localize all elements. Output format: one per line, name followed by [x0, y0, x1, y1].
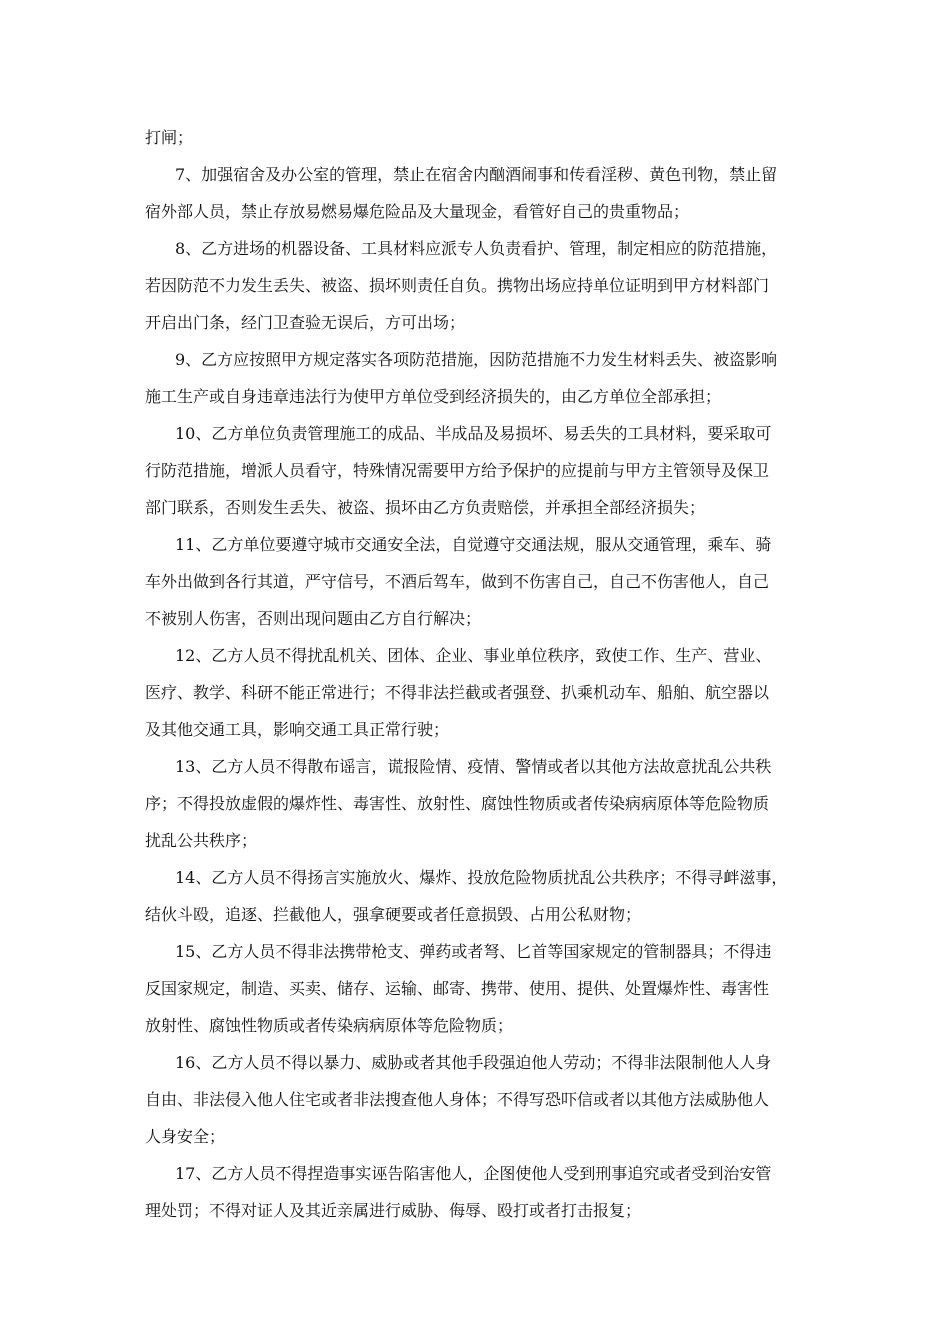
- text-line: 宿外部人员，禁止存放易燃易爆危险品及大量现金，看管好自己的贵重物品；: [145, 202, 690, 221]
- text-line: 反国家规定，制造、买卖、储存、运输、邮寄、携带、使用、提供、处置爆炸性、毒害性: [145, 979, 770, 998]
- text-line: 14、乙方人员不得扬言实施放火、爆炸、投放危险物质扰乱公共秩序；不得寻衅滋事，: [175, 868, 788, 887]
- text-line: 结伙斗殴，追逐、拦截他人，强拿硬要或者任意损毁、占用公私财物；: [145, 905, 642, 924]
- text-line: 13、乙方人员不得散布谣言，谎报险情、疫情、警情或者以其他方法故意扰乱公共秩: [175, 757, 772, 776]
- text-line: 不被别人伤害，否则出现问题由乙方自行解决；: [145, 609, 482, 628]
- text-line: 放射性、腐蚀性物质或者传染病病原体等危险物质；: [145, 1016, 514, 1035]
- text-line: 16、乙方人员不得以暴力、威胁或者其他手段强迫他人劳动；不得非法限制他人人身: [175, 1053, 772, 1072]
- text-line: 扰乱公共秩序；: [145, 831, 258, 850]
- text-line: 施工生产或自身违章违法行为使甲方单位受到经济损失的，由乙方单位全部承担；: [145, 387, 722, 406]
- text-line: 10、乙方单位负责管理施工的成品、半成品及易损坏、易丢失的工具材料，要采取可: [175, 424, 772, 443]
- text-line: 医疗、教学、科研不能正常进行；不得非法拦截或者强登、扒乘机动车、船舶、航空器以: [145, 683, 770, 702]
- text-line: 序；不得投放虚假的爆炸性、毒害性、放射性、腐蚀性物质或者传染病病原体等危险物质: [145, 794, 770, 813]
- text-line: 15、乙方人员不得非法携带枪支、弹药或者弩、匕首等国家规定的管制器具；不得违: [175, 942, 772, 961]
- text-line: 及其他交通工具，影响交通工具正常行驶；: [145, 720, 450, 739]
- text-line: 8、乙方进场的机器设备、工具材料应派专人负责看护、管理，制定相应的防范措施，: [175, 239, 778, 258]
- text-line: 开启出门条，经门卫查验无误后，方可出场；: [145, 313, 466, 332]
- text-line: 7、加强宿舍及办公室的管理，禁止在宿舍内酗酒闹事和传看淫秽、黄色刊物，禁止留: [175, 165, 778, 184]
- text-line: 理处罚；不得对证人及其近亲属进行威胁、侮辱、殴打或者打击报复；: [145, 1201, 642, 1220]
- text-line: 打闸；: [145, 128, 194, 147]
- text-line: 自由、非法侵入他人住宅或者非法搜查他人身体；不得写恐吓信或者以其他方法威胁他人: [145, 1090, 770, 1109]
- text-line: 行防范措施，增派人员看守，特殊情况需要甲方给予保护的应提前与甲方主管领导及保卫: [145, 461, 770, 480]
- text-line: 17、乙方人员不得捏造事实诬告陷害他人，企图使他人受到刑事追究或者受到治安管: [175, 1164, 772, 1183]
- text-line: 人身安全；: [145, 1127, 226, 1146]
- text-line: 9、乙方应按照甲方规定落实各项防范措施，因防范措施不力发生材料丢失、被盗影响: [175, 350, 778, 369]
- text-line: 11、乙方单位要遵守城市交通安全法，自觉遵守交通法规，服从交通管理，乘车、骑: [175, 535, 772, 554]
- text-line: 车外出做到各行其道，严守信号，不酒后驾车，做到不伤害自己，自己不伤害他人，自己: [145, 572, 770, 591]
- text-line: 部门联系，否则发生丢失、被盗、损坏由乙方负责赔偿，并承担全部经济损失；: [145, 498, 706, 517]
- text-line: 若因防范不力发生丢失、被盗、损坏则责任自负。携物出场应持单位证明到甲方材料部门: [145, 276, 770, 295]
- text-line: 12、乙方人员不得扰乱机关、团体、企业、事业单位秩序，致使工作、生产、营业、: [175, 646, 772, 665]
